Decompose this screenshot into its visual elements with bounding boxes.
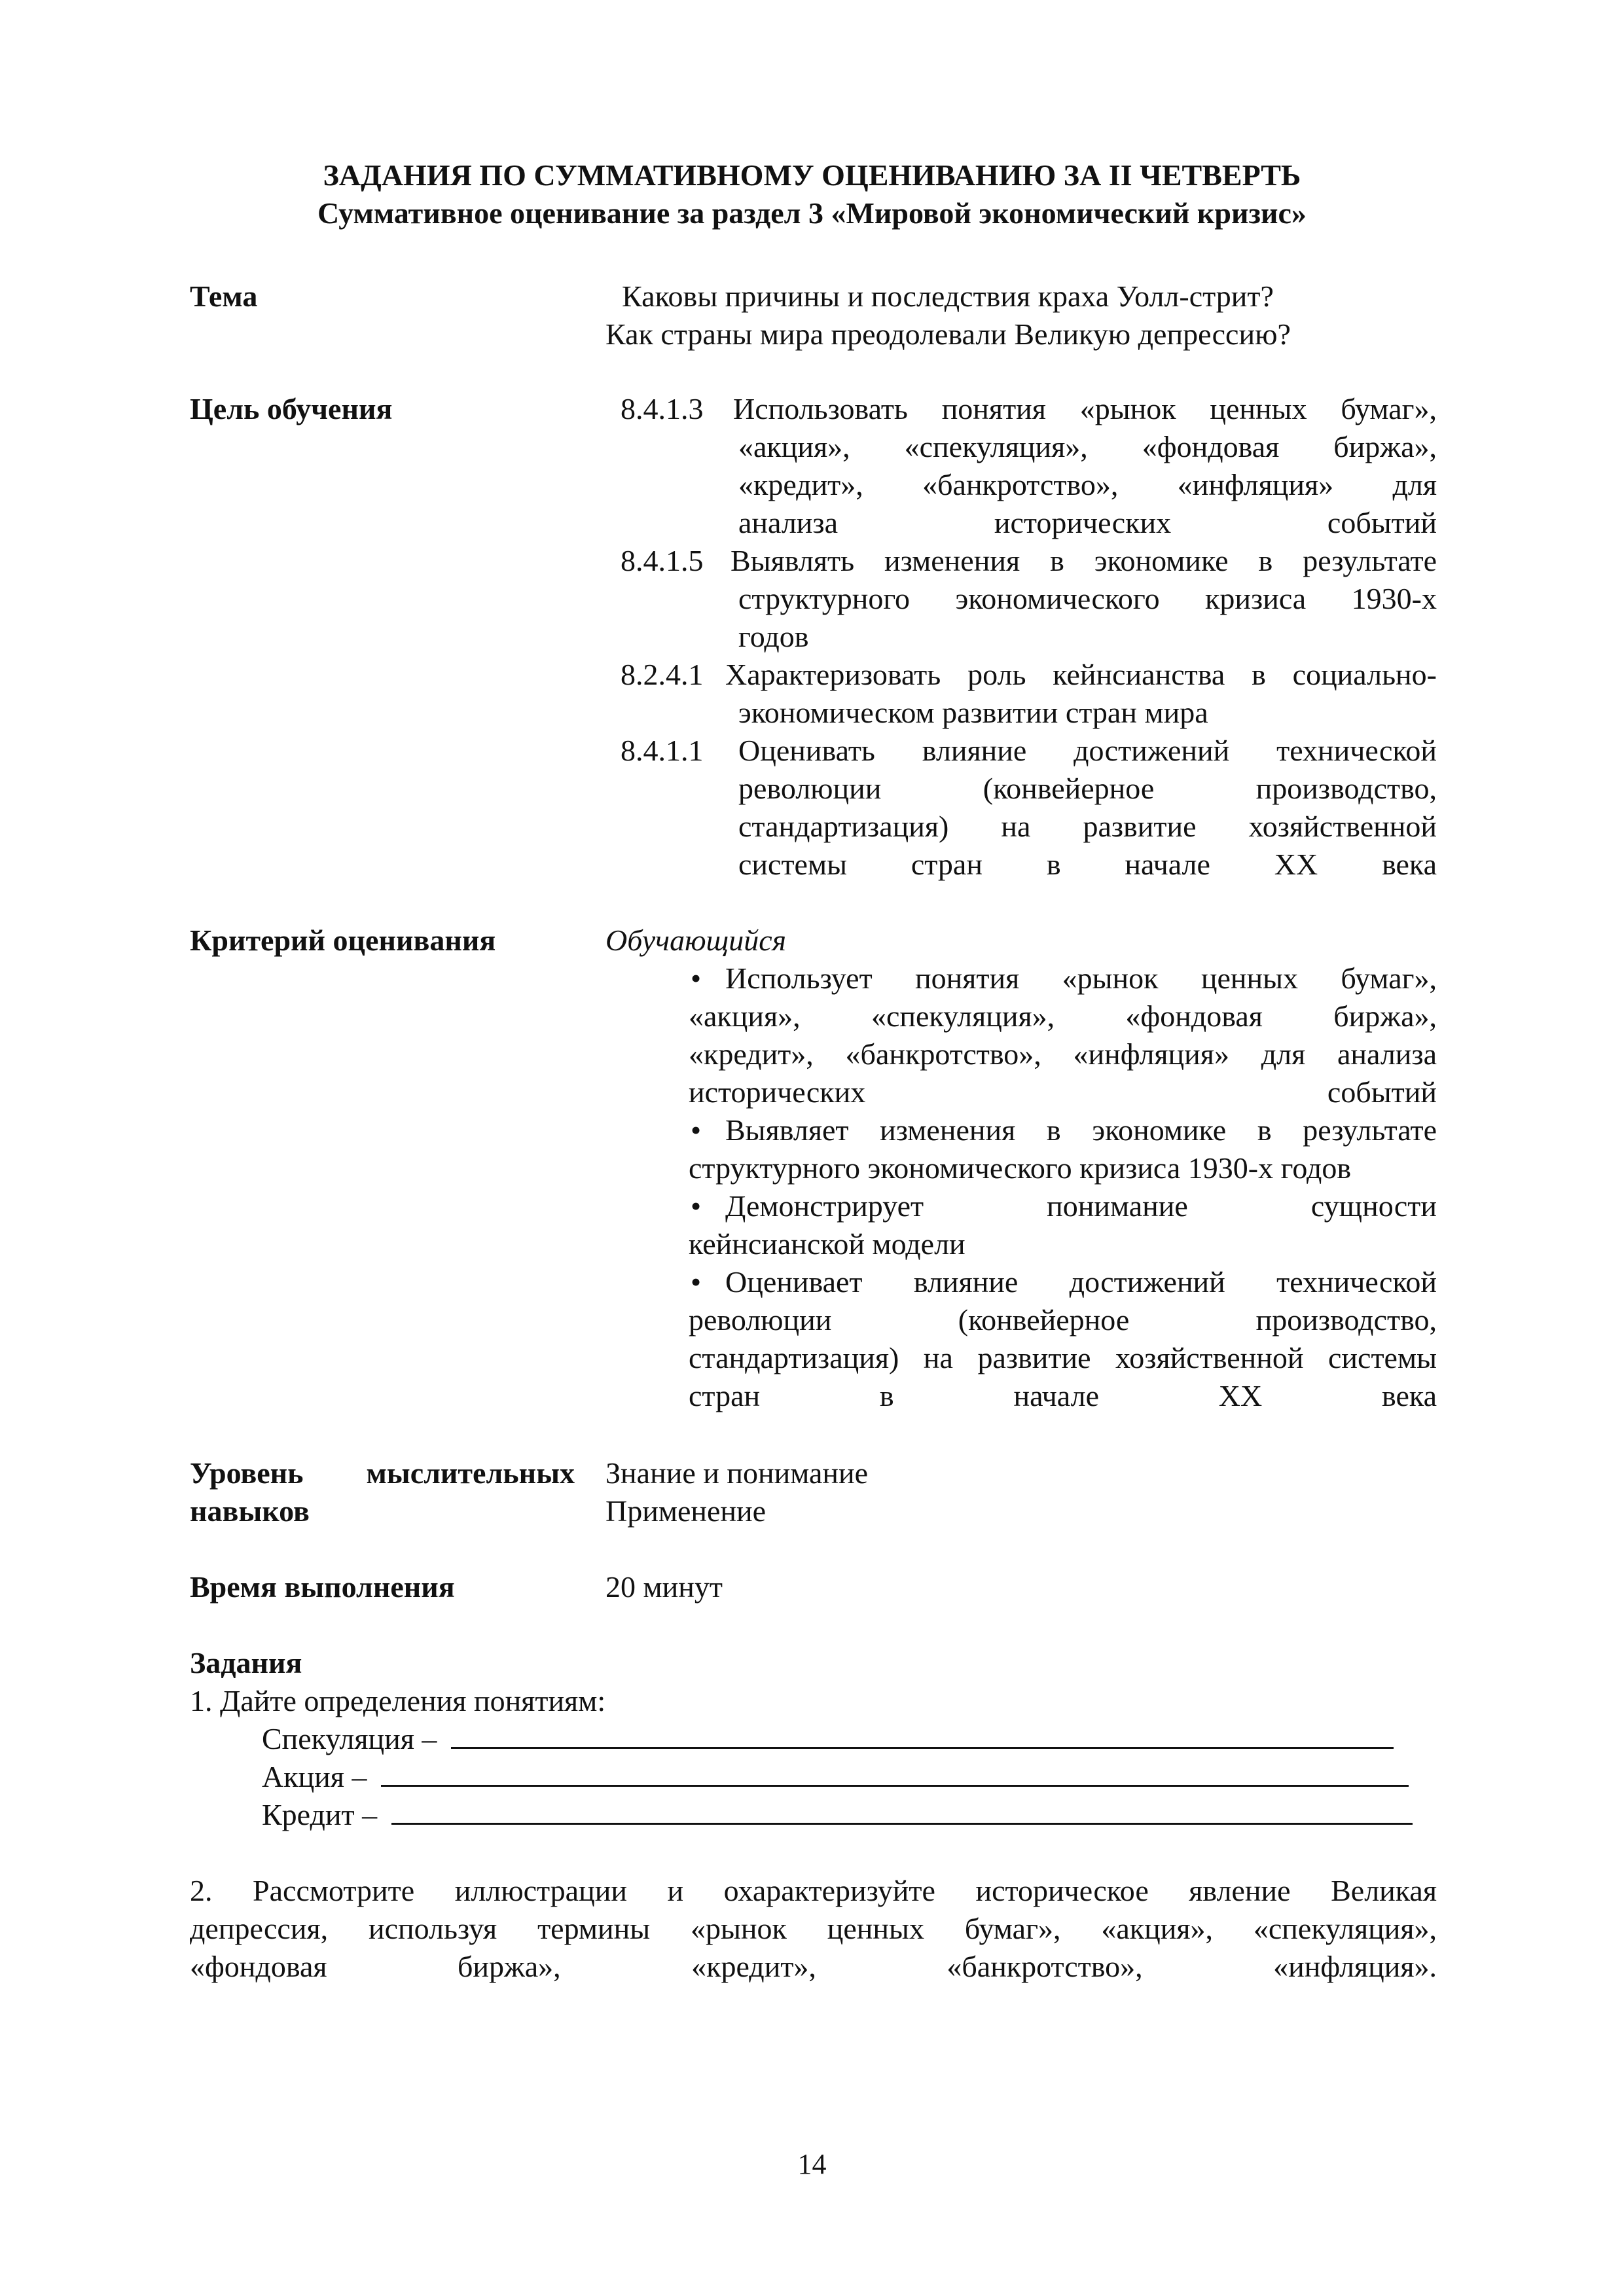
duration-label: Время выполнения [190, 1570, 455, 1604]
criterion-2-cont: структурного экономического кризиса 1930-х годов [689, 1151, 1352, 1185]
answer-line-share[interactable] [381, 1759, 1409, 1787]
objective-text-1: Использовать понятия «рынок ценных бумаг», [733, 392, 1437, 425]
objectives-label: Цель обучения [190, 392, 393, 425]
bullet-icon: • [691, 961, 702, 995]
objective-text-3: Характеризовать роль кейнсианства в социально- [725, 658, 1437, 691]
objective-cont-1: «акция», «спекуляция», «фондовая биржа», «кредит», «банкротство», «инфляция» для анализа исторических событий [738, 430, 1437, 539]
skills-value-1: Знание и понимание [605, 1456, 869, 1490]
document-subtitle: Суммативное оценивание за раздел 3 «Мировой экономический кризис» [317, 196, 1307, 230]
objective-text-4: Оценивать влияние достижений технической [738, 734, 1437, 767]
criterion-3: Демонстрирует понимание сущности [725, 1189, 1437, 1223]
objective-code-3: 8.2.4.1 [621, 658, 704, 691]
document-title: ЗАДАНИЯ ПО СУММАТИВНОМУ ОЦЕНИВАНИЮ ЗА II ЧЕТВЕРТЬ [323, 158, 1301, 192]
term-speculation: Спекуляция – [262, 1722, 437, 1755]
objective-text-2: Выявлять изменения в экономике в результате [731, 544, 1437, 577]
skills-label-line-1: Уровень мыслительных [190, 1456, 575, 1490]
objective-cont-4: революции (конвейерное производство, стандартизация) на развитие хозяйственной системы стран в начале XX века [738, 772, 1437, 881]
answer-line-credit[interactable] [391, 1797, 1413, 1825]
criteria-label: Критерий оценивания [190, 924, 496, 957]
objective-code-4: 8.4.1.1 [621, 734, 704, 767]
term-credit: Кредит – [262, 1798, 378, 1831]
skills-value-2: Применение [605, 1494, 767, 1528]
tasks-heading: Задания [190, 1646, 302, 1679]
criteria-intro: Обучающийся [605, 924, 787, 957]
term-share: Акция – [262, 1760, 367, 1793]
objective-code-1: 8.4.1.3 [621, 392, 704, 425]
criterion-3-cont: кейнсианской модели [689, 1227, 965, 1261]
definition-row-credit [262, 1796, 1413, 1834]
definition-row-speculation [262, 1720, 1394, 1758]
answer-line-speculation[interactable] [451, 1721, 1394, 1749]
criterion-1-cont: «акция», «спекуляция», «фондовая биржа», «кредит», «банкротство», «инфляция» для анализа исторических событий [689, 999, 1437, 1109]
skills-label-line-2: навыков [190, 1494, 310, 1528]
objective-cont-2: структурного экономического кризиса 1930-х годов [738, 582, 1437, 653]
topic-label: Тема [190, 279, 258, 313]
page-number: 14 [797, 2148, 827, 2180]
criterion-4-cont: революции (конвейерное производство, стандартизация) на развитие хозяйственной системы стран в начале XX века [689, 1303, 1437, 1412]
definition-row-share [262, 1758, 1409, 1796]
bullet-icon: • [691, 1265, 702, 1299]
criterion-1: Использует понятия «рынок ценных бумаг», [725, 961, 1437, 995]
duration-value: 20 минут [605, 1570, 723, 1604]
task2-text: 2. Рассмотрите иллюстрации и охарактеризуйте историческое явление Великая депрессия, используя термины «рынок ценных бумаг», «акция», «спекуляция», «фондовая биржа», «кредит», «банкротство», «инфляция». [190, 1874, 1437, 1983]
objective-code-2: 8.4.1.5 [621, 544, 704, 577]
objective-cont-3: экономическом развитии стран мира [738, 696, 1208, 729]
task1-prompt: 1. Дайте определения понятиям: [190, 1684, 606, 1717]
criterion-2: Выявляет изменения в экономике в результате [725, 1113, 1437, 1147]
criterion-4: Оценивает влияние достижений технической [725, 1265, 1437, 1299]
bullet-icon: • [691, 1113, 702, 1147]
topic-line-1: Каковы причины и последствия краха Уолл-стрит? [622, 279, 1274, 313]
bullet-icon: • [691, 1189, 702, 1223]
topic-line-2: Как страны мира преодолевали Великую депрессию? [605, 317, 1291, 351]
